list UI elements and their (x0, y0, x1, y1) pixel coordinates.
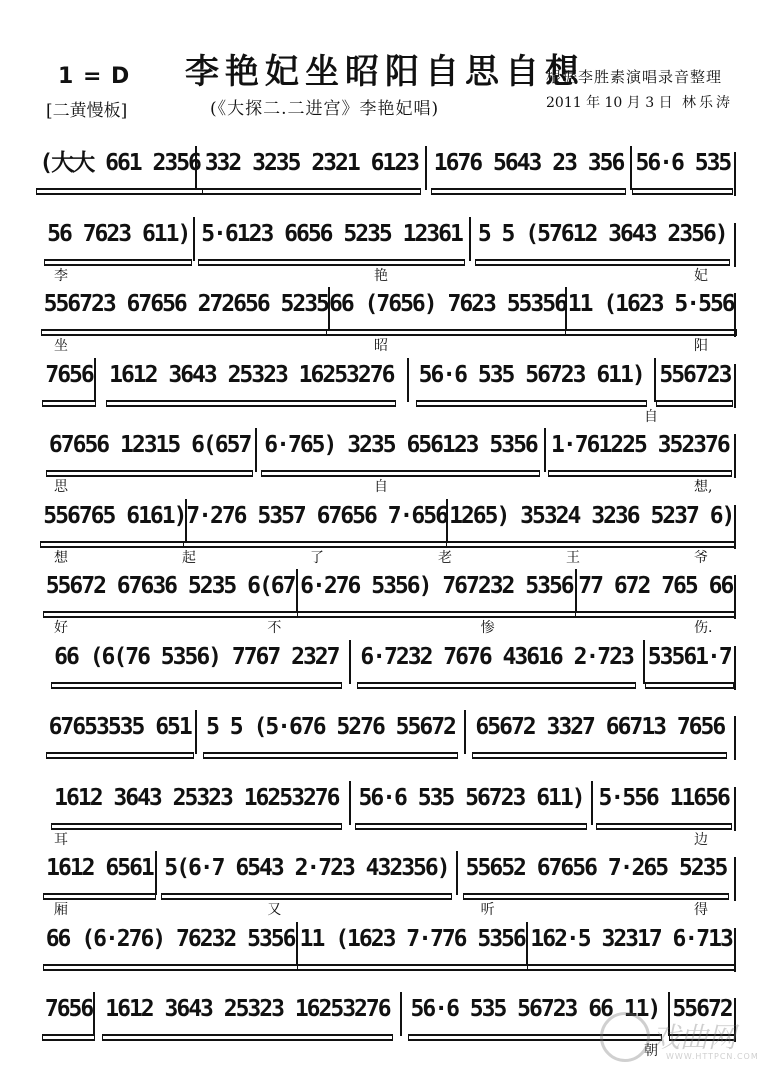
measure (197, 146, 427, 190)
measure (44, 922, 298, 966)
notation-line (44, 499, 734, 543)
barline (734, 434, 736, 478)
watermark-brand: 戏曲网 (652, 1021, 737, 1054)
notation-line (44, 428, 734, 472)
measure (577, 569, 734, 613)
measure-notes: 56·6 535 (632, 148, 733, 190)
measure-notes: 66 (6·276) 76232 5356 (43, 924, 298, 966)
measure-notes: 5(6·7 6543 2·723 432356) (161, 853, 451, 895)
notation-line (44, 922, 734, 966)
lyric-syllable: 昭 (374, 338, 388, 354)
lyric-syllable: 爷 (694, 549, 708, 566)
lyric-syllable: 自 (644, 408, 658, 425)
transcription-source: 根据李胜素演唱录音整理 (546, 68, 723, 86)
measure-notes: 55672 67636 5235 6(67 (43, 571, 298, 613)
measure (546, 428, 734, 472)
measure-notes: 332 3235 2321 6123 (202, 148, 421, 190)
measure-notes: 56·6 535 56723 611) (355, 783, 586, 825)
lyric-syllable: 得 (694, 902, 708, 918)
measure (567, 287, 734, 331)
measure-notes: 1265) 35324 3236 5237 6) (446, 501, 736, 543)
notation-line (44, 569, 734, 613)
measure-notes: 1612 3643 25323 16253276 (51, 783, 341, 825)
measure (466, 710, 734, 754)
notation-line (44, 217, 734, 261)
lyric-syllable: 想, (694, 479, 713, 495)
measure (44, 287, 330, 331)
measure-notes: 66 (6(76 5356) 7767 2327 (51, 642, 341, 684)
notation-line (39, 146, 734, 190)
measure-notes: 556723 67656 272656 5235 (41, 289, 331, 331)
lyric-syllable: 思 (54, 479, 68, 495)
transcription-date: 2011 年 10 月 3 日 (546, 95, 673, 111)
measure-notes: 55672 (669, 994, 734, 1036)
measure-notes: 1676 5643 23 356 (431, 148, 627, 190)
measure (645, 640, 734, 684)
measure-notes: 55652 67656 7·265 5235 (463, 853, 730, 895)
measure-notes: 6·7232 7676 43616 2·723 (357, 642, 636, 684)
measure (44, 358, 96, 402)
site-watermark (600, 1012, 770, 1064)
measure-notes: 7656 (42, 994, 95, 1036)
lyric-syllable: 坐 (54, 338, 68, 354)
barline (734, 364, 736, 408)
measure (39, 146, 200, 190)
lyric-syllable: 了 (310, 549, 324, 566)
measure-notes: 1612 6561 (43, 853, 156, 895)
measure (351, 640, 645, 684)
measure (427, 146, 631, 190)
measure (44, 428, 257, 472)
lyric-syllable: 又 (267, 902, 282, 918)
lyric-syllable: 阳 (694, 338, 708, 354)
measure (44, 640, 351, 684)
barline (734, 575, 736, 619)
measure-notes: 556723 (656, 360, 733, 402)
measure (95, 992, 402, 1036)
lyric-syllable: 惨 (480, 620, 495, 636)
measure (197, 710, 465, 754)
measure-notes: 56·6 535 56723 611) (416, 360, 647, 402)
measure (44, 710, 197, 754)
page-subtitle: (《大探二.二进宫》李艳妃唱) (210, 99, 440, 119)
measure-notes: 7656 (42, 360, 95, 402)
barline (734, 787, 736, 831)
measure (458, 851, 734, 895)
barline (734, 223, 736, 267)
barline (734, 646, 736, 690)
measure-notes: 5 5 (57612 3643 2356) (475, 219, 730, 261)
measure (298, 569, 576, 613)
measure (257, 428, 546, 472)
measure (351, 781, 594, 825)
lyric-syllable: 妃 (694, 267, 708, 284)
measure (44, 992, 95, 1036)
lyric-syllable: 厢 (54, 902, 68, 918)
lyric-syllable: 想 (54, 549, 68, 566)
lyric-syllable: 听 (480, 902, 495, 918)
barline (734, 293, 736, 337)
measure (187, 499, 449, 543)
lyric-syllable: 不 (267, 620, 282, 636)
measure-notes: 5·556 11656 (596, 783, 732, 825)
notation-line (44, 287, 734, 331)
lyric-syllable: 李 (54, 267, 68, 284)
measure (409, 358, 656, 402)
watermark-url: WWW.HTTPCN.COM (666, 1052, 759, 1061)
lyric-syllable: 王 (566, 549, 580, 566)
measure-notes: 5·6123 6656 5235 12361 (198, 219, 465, 261)
notation-line (44, 640, 734, 684)
lyric-syllable: 伤. (694, 620, 713, 636)
barline (734, 928, 736, 972)
measure (330, 287, 568, 331)
measure-notes: 67653535 651 (46, 712, 194, 754)
measure (632, 146, 734, 190)
measure-notes: 1·761225 352376 (548, 430, 732, 472)
notation-line (44, 781, 734, 825)
measure (195, 217, 471, 261)
measure-notes: 7·276 5357 67656 7·656 (183, 501, 450, 543)
measure-notes: 11 (1623 7·776 5356 (297, 924, 528, 966)
measure (44, 781, 351, 825)
measure-notes: 6·765) 3235 656123 5356 (261, 430, 540, 472)
notation-line (44, 358, 734, 402)
measure-notes: 162·5 32317 6·713 (527, 924, 734, 966)
measure-notes: 56 7623 611) (44, 219, 192, 261)
barline (734, 716, 736, 760)
measure (656, 358, 734, 402)
watermark-logo-icon (600, 1012, 650, 1062)
lyric-syllable: 老 (438, 549, 452, 566)
measure (593, 781, 734, 825)
measure (298, 922, 528, 966)
measure (44, 569, 298, 613)
measure (44, 499, 187, 543)
measure-notes: 1612 3643 25323 16253276 (102, 994, 392, 1036)
measure-notes: 65672 3327 66713 7656 (472, 712, 727, 754)
measure (44, 217, 195, 261)
lyric-syllable: 好 (54, 620, 68, 636)
measure (448, 499, 734, 543)
measure-notes: 66 (7656) 7623 55356 (326, 289, 569, 331)
measure-notes: 56·6 535 56723 66 11) (408, 994, 663, 1036)
lyric-syllable: 边 (694, 831, 708, 848)
lyric-syllable: 自 (374, 479, 388, 495)
key-signature: 1 = D (58, 64, 131, 89)
barline (734, 152, 736, 196)
lyric-syllable: 耳 (54, 831, 68, 848)
transcriber-name: 林乐涛 (682, 95, 733, 111)
notation-line (44, 710, 734, 754)
measure (44, 851, 157, 895)
lyric-syllable: 艳 (374, 267, 388, 284)
page-title: 李艳妃坐昭阳自思自想 (185, 52, 585, 92)
measure-notes: 67656 12315 6(657 (46, 430, 253, 472)
lyric-syllable: 起 (182, 549, 196, 566)
measure-notes: 1612 3643 25323 16253276 (106, 360, 396, 402)
measure-notes: 6·276 5356) 767232 5356 (297, 571, 576, 613)
measure-notes: 53561·7 (645, 642, 734, 684)
notation-line (44, 851, 734, 895)
measure-notes: 5 5 (5·676 5276 55672 (203, 712, 458, 754)
measure (471, 217, 734, 261)
tempo-marking: [二黄慢板] (46, 101, 128, 121)
measure (96, 358, 408, 402)
measure-notes: 11 (1623 5·556 (565, 289, 737, 331)
barline (734, 505, 736, 549)
measure-notes: 77 672 765 66 (575, 571, 735, 613)
measure (157, 851, 458, 895)
measure-notes: (大大 661 2356 (36, 148, 202, 190)
measure (528, 922, 734, 966)
measure-notes: 556765 6161) (40, 501, 188, 543)
barline (734, 857, 736, 901)
lyric-syllable: 朝 (644, 1043, 658, 1059)
